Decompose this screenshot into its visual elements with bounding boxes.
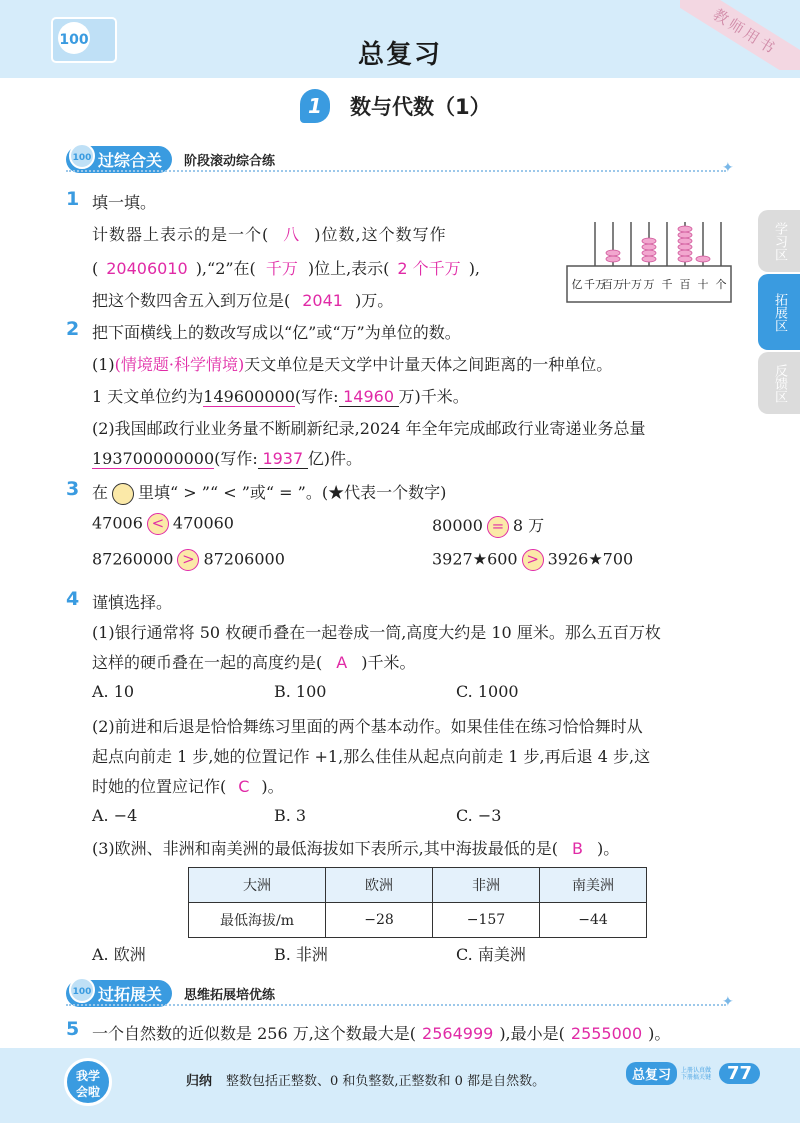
- section-badge: [66, 146, 172, 173]
- answer: 2564999: [422, 1024, 494, 1043]
- q2-part1-line2: 1 天文单位约为149600000(写作: 14960 万)千米。: [92, 387, 469, 406]
- question-title: 填一填。: [92, 193, 157, 212]
- question-number: 3: [66, 478, 80, 500]
- q4-part2-line3: 时她的位置应记作( C )。: [92, 777, 284, 796]
- star-mascot-icon: [68, 142, 96, 170]
- side-tabs: [758, 210, 800, 416]
- learned-badge: 我学 会啦: [64, 1058, 112, 1106]
- table-cell: 最低海拔/m: [189, 903, 326, 938]
- option: B. 非洲: [274, 945, 328, 964]
- q2-part2-line2: 193700000000(写作: 1937 亿)件。: [92, 449, 363, 468]
- question-title: 把下面横线上的数改写成以“亿”或“万”为单位的数。: [92, 323, 461, 342]
- answer: =: [487, 516, 509, 538]
- q1-line2: ( 20406010 ),“2”在( 千万 )位上,表示( 2 个千万 ),: [92, 259, 481, 278]
- abacus-label: 个: [715, 278, 727, 291]
- context-tag: (情境题·科学情境): [114, 355, 245, 374]
- option: B. 3: [274, 806, 307, 825]
- abacus-label: 万: [643, 278, 655, 291]
- option: A. −4: [92, 806, 138, 825]
- q2-part2-line1: (2)我国邮政行业业务量不断刷新纪录,2024 年全年完成邮政行业寄递业务总量: [92, 419, 646, 438]
- answer: <: [147, 513, 169, 535]
- option: C. 南美洲: [456, 945, 526, 964]
- answer: 20406010: [106, 259, 188, 278]
- section-subtitle: 阶段滚动综合练: [184, 153, 276, 169]
- tab-extend[interactable]: 拓展区: [758, 274, 800, 350]
- answer: 2555000: [570, 1024, 643, 1043]
- question-title: 谨慎选择。: [92, 593, 173, 612]
- abacus-label: 百: [679, 278, 691, 291]
- table-row: [189, 903, 647, 938]
- option: B. 100: [274, 682, 327, 701]
- abacus-label: 千万: [584, 278, 606, 291]
- lesson-heading: [300, 88, 491, 124]
- q4-part1-line1: (1)银行通常将 50 枚硬币叠在一起卷成一筒,高度大约是 10 厘米。那么五百万枚: [92, 623, 661, 642]
- answer: B: [572, 839, 583, 858]
- q2-part1-line1: (1)(情境题·科学情境)天文单位是天文学中计量天体之间距离的一种单位。: [92, 355, 613, 374]
- footer-slogan: 上册认真做 下册搞关键: [681, 1066, 712, 1081]
- question-title: 在 里填“ > ”“ < ”或“ = ”。(★代表一个数字): [92, 480, 446, 505]
- answer: 2 个千万: [397, 259, 461, 278]
- corner-stamp-text: 教师用书: [680, 0, 800, 70]
- note-label: 归纳: [186, 1074, 213, 1089]
- section-badge: [66, 980, 172, 1007]
- divider: [66, 1004, 726, 1006]
- abacus-label: 十万: [620, 278, 642, 291]
- abacus-figure: [563, 218, 733, 308]
- q5-line: 一个自然数的近似数是 256 万,这个数最大是( 2564999 ),最小是( 2555000 )。: [92, 1024, 671, 1043]
- abacus-label: 十: [697, 278, 709, 291]
- table-header-row: [189, 868, 647, 903]
- question-number: 1: [66, 188, 80, 210]
- page-title: 总复习: [357, 40, 442, 70]
- section-label: 过拓展关: [98, 984, 163, 1004]
- divider: [66, 170, 726, 172]
- q4-part1-line2: 这样的硬币叠在一起的高度约是( A )千米。: [92, 653, 416, 672]
- summary-note: [186, 1070, 545, 1089]
- svg-text:100: 100: [72, 152, 92, 163]
- q1-line1: 计数器上表示的是一个( 八 )位数,这个数写作: [92, 225, 447, 244]
- section-subtitle: 思维拓展培优练: [184, 987, 276, 1003]
- q4-part3-line1: (3)欧洲、非洲和南美洲的最低海拔如下表所示,其中海拔最低的是( B )。: [92, 839, 620, 858]
- circle-blank-icon: [112, 483, 134, 505]
- table-cell: −44: [540, 903, 647, 938]
- svg-text:100: 100: [72, 986, 92, 997]
- star-icon: ✦: [722, 994, 734, 1010]
- table-cell: −28: [326, 903, 433, 938]
- answer: >: [177, 549, 199, 571]
- compare-item: 3927★600 > 3926★700: [432, 549, 633, 571]
- answer: C: [238, 777, 250, 796]
- compare-item: 87260000 > 87206000: [92, 549, 285, 571]
- lesson-title: 数与代数（1）: [350, 95, 491, 119]
- corner-stamp: [680, 0, 800, 70]
- answer: 2041: [302, 291, 343, 310]
- compare-item: 47006 < 470060: [92, 513, 234, 535]
- page-number: 77: [719, 1063, 760, 1084]
- table-cell: 大洲: [189, 868, 326, 903]
- option: A. 10: [92, 682, 135, 701]
- q4-part2-line1: (2)前进和后退是恰恰舞练习里面的两个基本动作。如果佳佳在练习恰恰舞时从: [92, 717, 643, 736]
- section-label: 过综合关: [98, 150, 163, 170]
- question-number: 2: [66, 318, 80, 340]
- section-header-extension: [66, 980, 275, 1006]
- footer-page-info: [626, 1062, 760, 1085]
- answer: 14960: [339, 387, 399, 407]
- table-cell: 非洲: [433, 868, 540, 903]
- svg-text:100: 100: [59, 32, 89, 48]
- tab-feedback[interactable]: 反馈区: [758, 352, 800, 414]
- q4-part2-line2: 起点向前走 1 步,她的位置记作 +1,那么佳佳从起点向前走 1 步,再后退 4 步,这: [92, 747, 651, 766]
- table-cell: 南美洲: [540, 868, 647, 903]
- answer: >: [522, 549, 544, 571]
- q1-line3: 把这个数四舍五入到万位是( 2041 )万。: [92, 291, 394, 310]
- abacus-label: 千: [661, 278, 673, 291]
- answer: 1937: [258, 449, 308, 469]
- question-number: 4: [66, 588, 80, 610]
- section-header-comprehensive: [66, 146, 275, 172]
- answer: 千万: [265, 259, 298, 278]
- footer-section-label: 总复习: [626, 1062, 677, 1085]
- altitude-table: [188, 867, 647, 938]
- table-cell: −157: [433, 903, 540, 938]
- answer: A: [336, 653, 348, 672]
- option: A. 欧洲: [92, 945, 146, 964]
- abacus-label: 亿: [571, 278, 583, 291]
- lesson-number: 1: [300, 89, 330, 123]
- question-number: 5: [66, 1018, 80, 1040]
- table-cell: 欧洲: [326, 868, 433, 903]
- tab-study[interactable]: 学习区: [758, 210, 800, 272]
- abacus-label: 百万: [602, 278, 624, 291]
- note-text: 整数包括正整数、0 和负整数,正整数和 0 都是自然数。: [226, 1074, 546, 1089]
- star-mascot-icon: [68, 976, 96, 1004]
- answer: 八: [283, 225, 301, 244]
- compare-item: 80000 = 8 万: [432, 513, 544, 538]
- option: C. 1000: [456, 682, 519, 701]
- option: C. −3: [456, 806, 502, 825]
- star-icon: ✦: [722, 160, 734, 176]
